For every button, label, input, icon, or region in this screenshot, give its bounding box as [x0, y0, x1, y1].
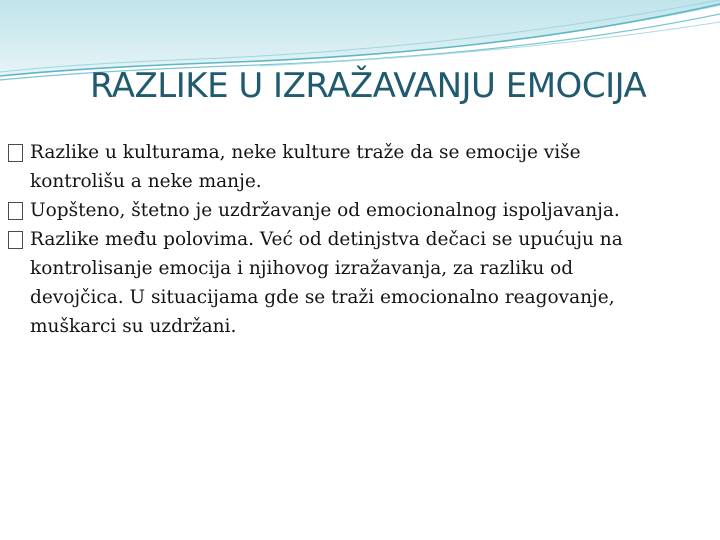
missing-glyph-bullet-icon — [8, 202, 23, 220]
missing-glyph-bullet-icon — [8, 144, 23, 162]
bullet-text: Razlike među polovima. Već od detinjstva dečaci se upućuju na kontrolisanje emocija i njihovog izražavanja, za razliku od devojčica. U situacijama gde se traži emocionalno reagovanje, muškarci su uzdržani. — [30, 229, 623, 337]
slide-title: RAZLIKE U IZRAŽAVANJU EMOCIJA — [90, 66, 647, 106]
bullet-item — [8, 225, 648, 341]
bullet-item — [8, 138, 648, 196]
bullet-text: Uopšteno, štetno je uzdržavanje od emocionalnog ispoljavanja. — [30, 200, 620, 221]
bullet-text: Razlike u kulturama, neke kulture traže da se emocije više kontrolišu a neke manje. — [30, 142, 581, 192]
bullet-list — [8, 138, 648, 341]
bullet-item — [8, 196, 648, 225]
missing-glyph-bullet-icon — [8, 231, 23, 249]
